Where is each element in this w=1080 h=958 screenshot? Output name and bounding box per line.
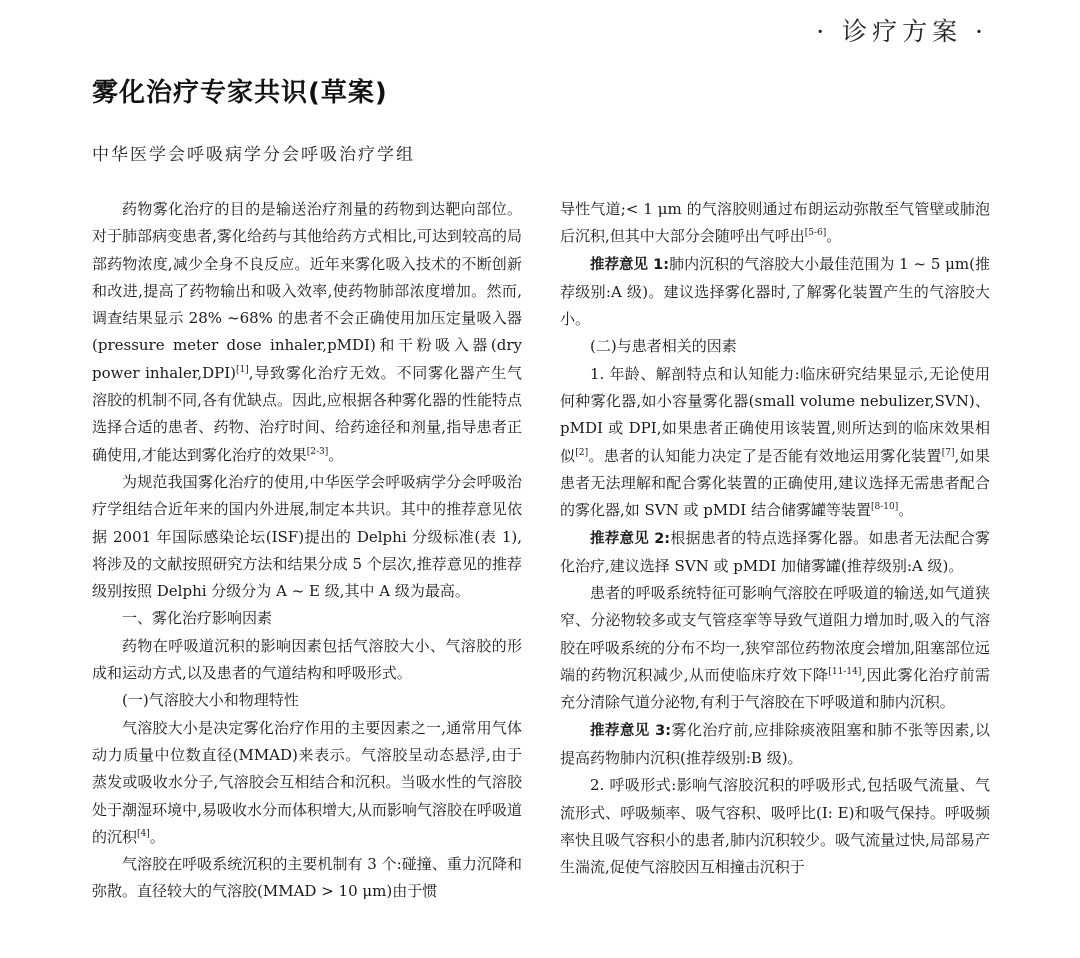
paragraph: 药物在呼吸道沉积的影响因素包括气溶胶大小、气溶胶的形成和运动方式,以及患者的气道结构和呼吸形式。 (92, 636, 522, 683)
paragraph: 气溶胶大小是决定雾化治疗作用的主要因素之一,通常用气体动力质量中位数直径(MMAD)来表示。气溶胶呈动态悬浮,由于蒸发或吸收水分子,气溶胶会互相结合和沉积。当吸水性的气溶胶处于潮湿环境中,易吸收水分而体积增大,从而影响气溶胶在呼吸道的沉积[4]。 (92, 718, 522, 846)
citation-ref: [1] (236, 364, 249, 375)
recommendation-label: 推荐意见 3: (590, 722, 672, 739)
citation-ref: [2-3] (306, 446, 329, 457)
recommendation-2: 推荐意见 2:根据患者的特点选择雾化器。如患者无法配合雾化治疗,建议选择 SVN 或 pMDI 加储雾罐(推荐级别:A 级)。 (560, 528, 990, 575)
citation-ref: [7] (941, 447, 955, 458)
right-column (560, 196, 990, 881)
subsection-heading: (一)气溶胶大小和物理特性 (122, 691, 299, 710)
paragraph: 2. 呼吸形式:影响气溶胶沉积的呼吸形式,包括吸气流量、气流形式、呼吸频率、吸气容积、吸呼比(I: E)和吸气保持。呼吸频率快且吸气容积小的患者,肺内沉积较少。吸气流量过快,局部易产生湍流,促使气溶胶因互相撞击沉积于 (560, 776, 990, 877)
citation-ref: [5-6] (804, 228, 827, 239)
article-title: 雾化治疗专家共识(草案) (92, 78, 388, 108)
section-heading: 一、雾化治疗影响因素 (122, 609, 273, 628)
citation-ref: [8-10] (871, 502, 899, 513)
paragraph: 患者的呼吸系统特征可影响气溶胶在呼吸道的输送,如气道狭窄、分泌物较多或支气管痉挛等导致气道阻力增加时,吸入的气溶胶在呼吸系统的分布不均一,狭窄部位药物浓度会增加,阻塞部位远端的药物沉积减少,从而使临床疗效下降[11-14],因此雾化治疗前需充分清除气道分泌物,有利于气溶胶在下呼吸道和肺内沉积。 (560, 584, 990, 712)
citation-ref: [11-14] (828, 667, 862, 678)
paragraph-purpose: 为规范我国雾化治疗的使用,中华医学会呼吸病学分会呼吸治疗学组结合近年来的国内外进展,制定本共识。其中的推荐意见依据 2001 年国际感染论坛(ISF)提出的 Delphi 分级标准(表 1),将涉及的文献按照研究方法和结果分成 5 个层次,推荐意见的推荐级别按照 Delphi 分级分为 A ~ E 级,其中 A 级为最高。 (92, 472, 522, 601)
paragraph: 1. 年龄、解剖特点和认知能力:临床研究结果显示,无论使用何种雾化器,如小容量雾化器(small volume nebulizer,SVN)、pMDI 或 DPI,如果患者正确使用该装置,则所达到的临床效果相似[2]。患者的认知能力决定了是否能有效地运用雾化装置[7],如果患者无法理解和配合雾化装置的正确使用,建议选择无需患者配合的雾化器,如 SVN 或 pMDI 结合储雾罐等装置[8-10]。 (560, 364, 990, 520)
recommendation-3: 推荐意见 3:雾化治疗前,应排除痰液阻塞和肺不张等因素,以提高药物肺内沉积(推荐级别:B 级)。 (560, 720, 990, 767)
left-column (92, 196, 522, 906)
paragraph-continued: 导性气道;< 1 μm 的气溶胶则通过布朗运动弥散至气管壁或肺泡后沉积,但其中大部分会随呼出气呼出[5-6]。 (560, 200, 990, 246)
recommendation-1: 推荐意见 1:肺内沉积的气溶胶大小最佳范围为 1 ~ 5 μm(推荐级别:A 级)。建议选择雾化器时,了解雾化装置产生的气溶胶大小。 (560, 254, 991, 329)
paragraph: 气溶胶在呼吸系统沉积的主要机制有 3 个:碰撞、重力沉降和弥散。直径较大的气溶胶(MMAD > 10 μm)由于惯 (92, 855, 522, 901)
paragraph-intro: 药物雾化治疗的目的是输送治疗剂量的药物到达靶向部位。对于肺部病变患者,雾化给药与其他给药方式相比,可达到较高的局部药物浓度,减少全身不良反应。近年来雾化吸入技术的不断创新和改进,提高了药物输出和吸入效率,使药物肺部浓度增加。然而,调查结果显示 28% ~68% 的患者不会正确使用加压定量吸入器(pressure meter dose inhaler,pMDI)和干粉吸入器(dry power inhaler,DPI)[1],导致雾化治疗无效。不同雾化器产生气溶胶的机制不同,各有优缺点。因此,应根据各种雾化器的性能特点选择合适的患者、药物、治疗时间、给药途径和剂量,指导患者正确使用,才能达到雾化治疗的效果[2-3]。 (92, 200, 522, 464)
article-authors: 中华医学会呼吸病学分会呼吸治疗学组 (92, 145, 415, 165)
subsection-heading: (二)与患者相关的因素 (590, 337, 737, 356)
citation-ref: [4] (137, 828, 150, 839)
recommendation-label: 推荐意见 1: (590, 256, 670, 273)
citation-ref: [2] (575, 447, 589, 458)
section-tag: · 诊疗方案 · (816, 17, 988, 46)
recommendation-label: 推荐意见 2: (590, 530, 671, 547)
